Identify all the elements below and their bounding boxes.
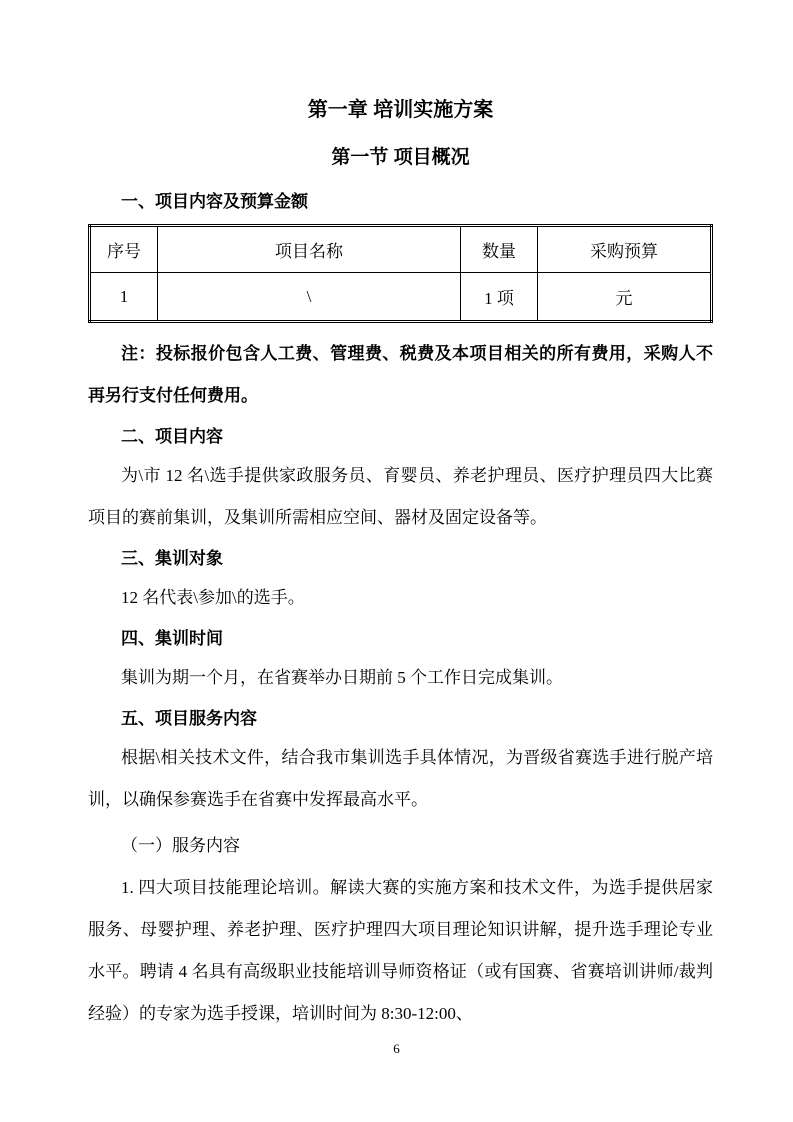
cell-quantity: 1 项	[461, 273, 538, 322]
cell-project-name: \	[158, 273, 461, 322]
heading-project-content-and-budget: 一、项目内容及预算金额	[121, 192, 308, 211]
project-content-paragraph: 为\市 12 名\选手提供家政服务员、育婴员、养老护理员、医疗护理员四大比赛项目的赛前集训，及集训所需相应空间、器材及固定设备等。	[88, 466, 713, 527]
service-item-1-paragraph: 1. 四大项目技能理论培训。解读大赛的实施方案和技术文件，为选手提供居家服务、母婴护理、养老护理、医疗护理四大项目理论知识讲解，提升选手理论专业水平。聘请 4 名具有高级职业技能培训导师资格证（或有国赛、省赛培训讲师/裁判经验）的专家为选手授课，培训时间为 8:30-12:00、	[88, 878, 713, 1023]
heading-project-service-content: 五、项目服务内容	[121, 709, 257, 728]
table-header-project-name: 项目名称	[158, 226, 461, 273]
training-target-paragraph: 12 名代表\参加\的选手。	[121, 588, 305, 607]
table-header-quantity: 数量	[461, 226, 538, 273]
bid-price-note: 注：投标报价包含人工费、管理费、税费及本项目相关的所有费用，采购人不再另行支付任何费用。	[88, 344, 713, 405]
service-overview-paragraph: 根据\相关技术文件，结合我市集训选手具体情况，为晋级省赛选手进行脱产培训，以确保参赛选手在省赛中发挥最高水平。	[88, 748, 713, 809]
sub-heading-service-content: （一）服务内容	[121, 836, 240, 855]
cell-seq: 1	[90, 273, 158, 322]
table-header-row	[90, 226, 712, 273]
heading-training-time: 四、集训时间	[121, 629, 223, 648]
section-title: 第一节 项目概况	[331, 147, 470, 168]
chapter-title: 第一章 培训实施方案	[307, 99, 494, 121]
budget-table	[88, 224, 713, 323]
heading-training-target: 三、集训对象	[121, 549, 223, 568]
budget-table-header	[90, 226, 712, 273]
page-number: 6	[393, 1041, 400, 1056]
table-header-seq: 序号	[90, 226, 158, 273]
heading-project-content: 二、项目内容	[121, 427, 223, 446]
table-header-procurement-budget: 采购预算	[538, 226, 712, 273]
table-row	[90, 273, 712, 322]
budget-table-body	[90, 273, 712, 322]
cell-budget: 元	[538, 273, 712, 322]
training-time-paragraph: 集训为期一个月，在省赛举办日期前 5 个工作日完成集训。	[121, 668, 563, 687]
